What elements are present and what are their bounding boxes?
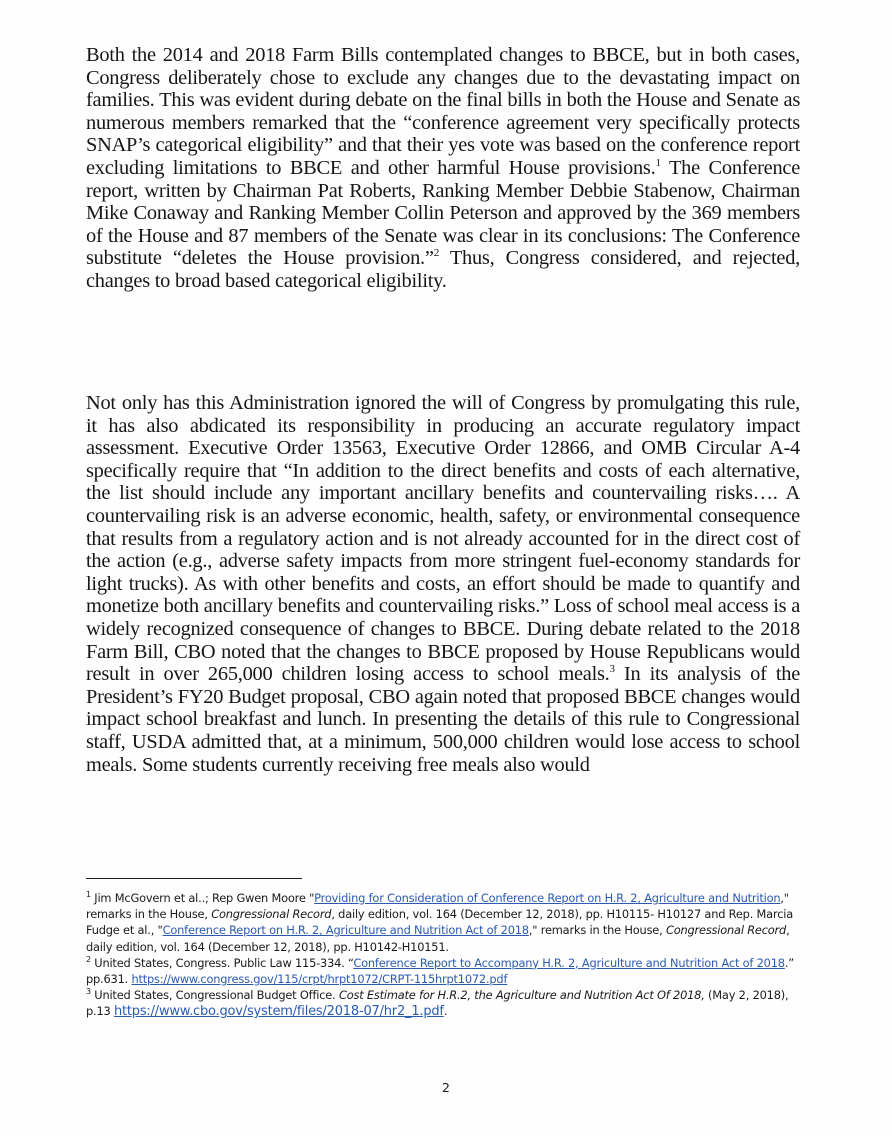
footnote-link[interactable]: Conference Report to Accompany H.R. 2, Agriculture and Nutrition Act of 2018 (353, 955, 785, 970)
footnotes-section (86, 890, 800, 1021)
footnote-text: (May 2, 2018), p.13 (86, 988, 789, 1019)
footnote-separator (86, 878, 302, 879)
paragraph-text: The Conference report, written by Chairman Pat Roberts, Ranking Member Debbie Stabenow, Chairman Mike Conaway and Ranking Member Collin Peterson and approved by the 369 members of the House and 87 members of the Senate was clear in its conclusions: The Conference substitute “deletes the House provision.” (86, 156, 800, 270)
paragraph-text: In its analysis of the President’s FY20 Budget proposal, CBO again noted that proposed BBCE changes would impact school breakfast and lunch. In presenting the details of this rule to Congressional staff, USDA admitted that, at a minimum, 500,000 children would lose access to school meals. Some students currently receiving free meals also would (86, 663, 801, 776)
footnote-reference[interactable]: 3 (609, 663, 615, 676)
footnote-number: 3 (86, 987, 91, 997)
citation-title: Congressional Record (211, 907, 332, 922)
footnote-number: 2 (86, 954, 91, 964)
paragraph-text: Thus, Congress considered, and rejected, changes to broad based categorical eligibility. (86, 247, 800, 292)
footnote-text: , daily edition, vol. 164 (December 12, 2018), pp. H10142-H10151. (86, 923, 790, 954)
footnote-text: United States, Congress. Public Law 115-334. “ (90, 955, 354, 970)
footnote-text: United States, Congressional Budget Office. (90, 988, 339, 1003)
page-number: 2 (442, 1080, 450, 1095)
footnote-text: .” pp.631. (86, 955, 794, 987)
footnote-number: 1 (86, 890, 91, 899)
footnote-1 (86, 890, 800, 955)
footnote-link[interactable]: https://www.congress.gov/115/crpt/hrpt1072/CRPT-115hrpt1072.pdf (131, 972, 508, 987)
footnote-text: ," remarks in the House, (528, 923, 666, 938)
body-paragraph-1 (86, 44, 800, 293)
citation-title: Cost Estimate for H.R.2, the Agriculture and Nutrition Act Of 2018, (338, 988, 705, 1003)
footnote-reference[interactable]: 1 (655, 156, 661, 169)
footnote-text: , daily edition, vol. 164 (December 12, 2018), pp. H10115- H10127 and Rep. Marcia Fudge et al., " (86, 907, 794, 938)
footnote-3 (86, 987, 800, 1020)
footnote-text: . (443, 1004, 448, 1019)
citation-title: Congressional Record (665, 923, 787, 938)
footnote-link[interactable]: Conference Report on H.R. 2, Agriculture and Nutrition Act of 2018 (162, 923, 529, 938)
footnote-2 (86, 955, 800, 987)
footnote-reference[interactable]: 2 (433, 247, 439, 260)
paragraph-text: Not only has this Administration ignored the will of Congress by promulgating this rule, it has also abdicated its responsibility in producing an accurate regulatory impact assessment. Executive Order 13563, Executive Order 12866, and OMB Circular A-4 specifically require that “In addition to the direct benefits and costs of each alternative, the list should include any important ancillary benefits and countervailing risks…. A countervailing risk is an adverse economic, health, safety, or environmental consequence that results from a regulatory action and is not already accounted for in the direct cost of the action (e.g., adverse safety impacts from more stringent fuel-economy standards for light trucks). As with other benefits and costs, an effort should be made to quantify and monetize both ancillary benefits and countervailing risks.” Loss of school meal access is a widely recognized consequence of changes to BBCE. During debate related to the 2018 Farm Bill, CBO noted that the changes to BBCE proposed by House Republicans would result in over 265,000 children losing access to school meals. (86, 392, 800, 686)
footnote-link[interactable]: Providing for Consideration of Conference Report on H.R. 2, Agriculture and Nutrition (314, 891, 781, 905)
footnote-link[interactable]: https://www.cbo.gov/system/files/2018-07/hr2_1.pdf (113, 1004, 444, 1020)
body-paragraph-2 (86, 392, 800, 776)
footnote-text: ," remarks in the House, (86, 891, 789, 922)
paragraph-text: Both the 2014 and 2018 Farm Bills contemplated changes to BBCE, but in both cases, Congress deliberately chose to exclude any changes due to the devastating impact on families. This was evident during debate on the final bills in both the House and Senate as numerous members remarked that the “conference agreement very specifically protects SNAP’s categorical eligibility” and that their yes vote was based on the conference report excluding limitations to BBCE and other harmful House provisions. (86, 44, 800, 179)
footnote-text: Jim McGovern et al..; Rep Gwen Moore " (90, 891, 315, 905)
